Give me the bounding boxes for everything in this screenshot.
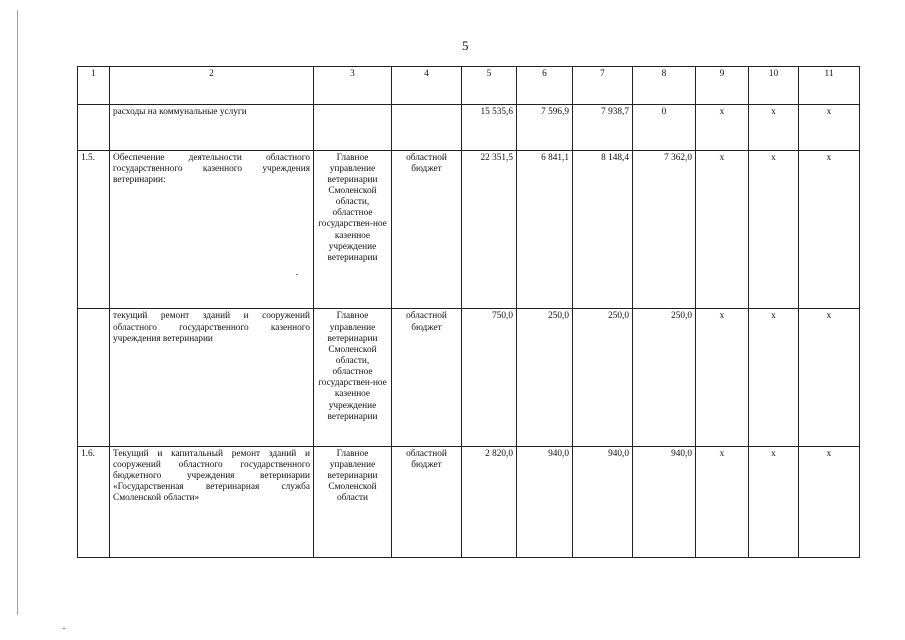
header-cell: 4	[392, 67, 462, 105]
mark-cell: х	[799, 309, 860, 446]
amount-year2-cell: 940,0	[573, 446, 633, 557]
amount-year2-cell: 7 938,7	[573, 105, 633, 150]
amount-total-cell: 2 820,0	[462, 446, 517, 557]
header-cell: 6	[517, 67, 573, 105]
funding-source-cell	[392, 105, 462, 150]
amount-year1-cell: 250,0	[517, 309, 573, 446]
budget-table	[77, 66, 860, 558]
amount-year1-cell: 7 596,9	[517, 105, 573, 150]
amount-total-cell: 15 535,6	[462, 105, 517, 150]
header-cell: 7	[573, 67, 633, 105]
amount-year3-cell: 250,0	[633, 309, 696, 446]
amount-year3-cell: 0	[633, 105, 696, 150]
mark-cell: х	[749, 309, 799, 446]
executor-cell	[314, 105, 392, 150]
row-number-cell: 1.5.	[78, 150, 110, 309]
amount-year3-cell: 940,0	[633, 446, 696, 557]
mark-cell: х	[799, 105, 860, 150]
header-cell: 9	[696, 67, 749, 105]
description-cell: текущий ремонт зданий и сооружений областного государственного казенного учреждения ветеринарии	[110, 309, 314, 446]
table-row	[78, 309, 860, 446]
table-row	[78, 150, 860, 309]
mark-cell: х	[696, 105, 749, 150]
funding-source-cell: областной бюджет	[392, 309, 462, 446]
amount-year1-cell: 6 841,1	[517, 150, 573, 309]
description-cell: расходы на коммунальные услуги	[110, 105, 314, 150]
amount-year1-cell: 940,0	[517, 446, 573, 557]
amount-year2-cell: 8 148,4	[573, 150, 633, 309]
mark-cell: х	[799, 446, 860, 557]
page-number: 5	[462, 38, 469, 53]
funding-source-cell: областной бюджет	[392, 446, 462, 557]
scan-edge-line	[17, 10, 18, 615]
funding-source-cell: областной бюджет	[392, 150, 462, 309]
executor-cell: Главное управление ветеринарии Смоленской области, областное государствен-ное казенное учреждение ветеринарии	[314, 309, 392, 446]
mark-cell: х	[696, 446, 749, 557]
description-cell: Текущий и капитальный ремонт зданий и сооружений областного государственного бюджетного учреждения ветеринарии «Государственная ветеринарная служба Смоленской области»	[110, 446, 314, 557]
amount-total-cell: 750,0	[462, 309, 517, 446]
header-cell: 11	[799, 67, 860, 105]
executor-cell: Главное управление ветеринарии Смоленской области	[314, 446, 392, 557]
header-cell: 2	[110, 67, 314, 105]
header-cell: 8	[633, 67, 696, 105]
mark-cell: х	[749, 150, 799, 309]
header-cell: 1	[78, 67, 110, 105]
header-cell: 10	[749, 67, 799, 105]
amount-year2-cell: 250,0	[573, 309, 633, 446]
table-header-row	[78, 67, 860, 105]
description-cell: Обеспечение деятельности областного государственного казенного учреждения ветеринарии:	[110, 150, 314, 309]
scan-speck	[296, 274, 298, 275]
row-number-cell	[78, 105, 110, 150]
scan-speck	[63, 628, 65, 629]
executor-cell: Главное управление ветеринарии Смоленской области, областное государствен-ное казенное учреждение ветеринарии	[314, 150, 392, 309]
header-cell: 5	[462, 67, 517, 105]
header-cell: 3	[314, 67, 392, 105]
amount-total-cell: 22 351,5	[462, 150, 517, 309]
mark-cell: х	[749, 105, 799, 150]
mark-cell: х	[696, 150, 749, 309]
row-number-cell: 1.6.	[78, 446, 110, 557]
mark-cell: х	[799, 150, 860, 309]
row-number-cell	[78, 309, 110, 446]
table-row	[78, 446, 860, 557]
amount-year3-cell: 7 362,0	[633, 150, 696, 309]
mark-cell: х	[749, 446, 799, 557]
mark-cell: х	[696, 309, 749, 446]
table-row	[78, 105, 860, 150]
